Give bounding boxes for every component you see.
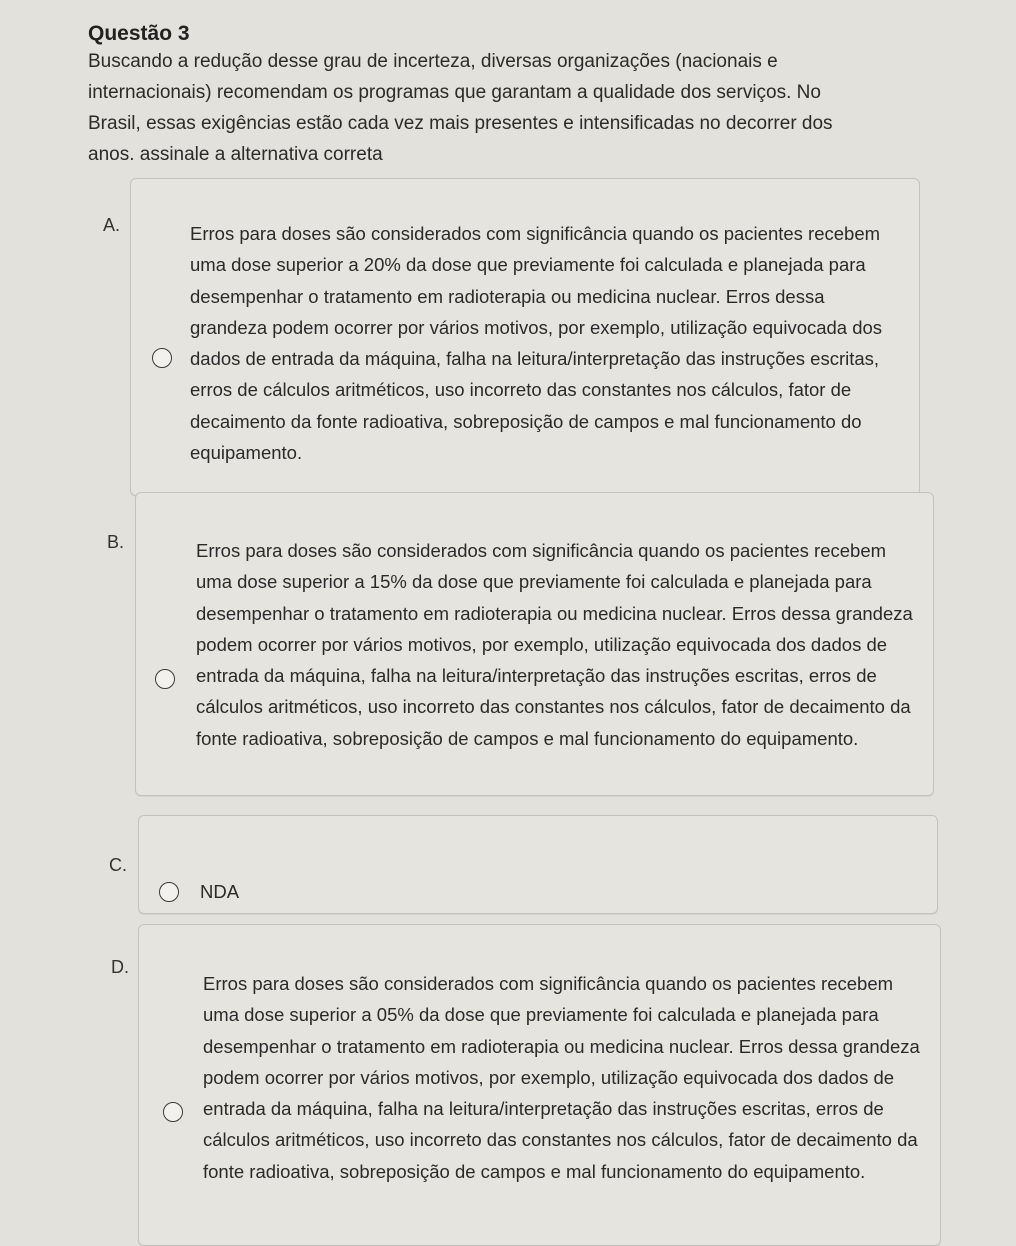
option-d-radio[interactable] <box>163 1102 183 1122</box>
option-a-text: Erros para doses são considerados com significância quando os pacientes recebem uma dose superior a 20% da dose que previamente foi calculada e planejada para desempenhar o tratamento em radioterapia ou medicina nuclear. Erros dessa grandeza podem ocorrer por vários motivos, por exemplo, utilização equivocada dos dados de entrada da máquina, falha na leitura/interpretação das instruções escritas, erros de cálculos aritméticos, uso incorreto das constantes nos cálculos, fator de decaimento da fonte radioativa, sobreposição de campos e mal funcionamento do equipamento. <box>190 223 883 464</box>
option-a-radio[interactable] <box>152 348 172 368</box>
option-c-text: NDA <box>200 881 240 902</box>
option-c-radio[interactable] <box>159 882 179 902</box>
option-d-text: Erros para doses são considerados com significância quando os pacientes recebem uma dose superior a 05% da dose que previamente foi calculada e planejada para desempenhar o tratamento em radioterapia ou medicina nuclear. Erros dessa grandeza podem ocorrer por vários motivos, por exemplo, utilização equivocada dos dados de entrada da máquina, falha na leitura/interpretação das instruções escritas, erros de cálculos aritméticos, uso incorreto das constantes nos cálculos, fator de decaimento da fonte radioativa, sobreposição de campos e mal funcionamento do equipamento. <box>203 973 920 1182</box>
option-d-letter: D. <box>111 957 129 977</box>
option-b-text: Erros para doses são considerados com significância quando os pacientes recebem uma dose superior a 15% da dose que previamente foi calculada e planejada para desempenhar o tratamento em radioterapia ou medicina nuclear. Erros dessa grandeza podem ocorrer por vários motivos, por exemplo, utilização equivocada dos dados de entrada da máquina, falha na leitura/interpretação das instruções escritas, erros de cálculos aritméticos, uso incorreto das constantes nos cálculos, fator de decaimento da fonte radioativa, sobreposição de campos e mal funcionamento do equipamento. <box>196 540 913 749</box>
option-b-radio[interactable] <box>155 669 175 689</box>
question-title: Questão 3 <box>88 22 190 45</box>
question-text: Buscando a redução desse grau de incerteza, diversas organizações (nacionais e internacionais) recomendam os programas que garantam a qualidade dos serviços. No Brasil, essas exigências estão cada vez mais presentes e intensificadas no decorrer dos anos. assinale a alternativa correta <box>88 51 833 165</box>
option-c-letter: C. <box>109 855 127 875</box>
option-b-letter: B. <box>107 532 125 552</box>
option-a-letter: A. <box>103 215 121 235</box>
